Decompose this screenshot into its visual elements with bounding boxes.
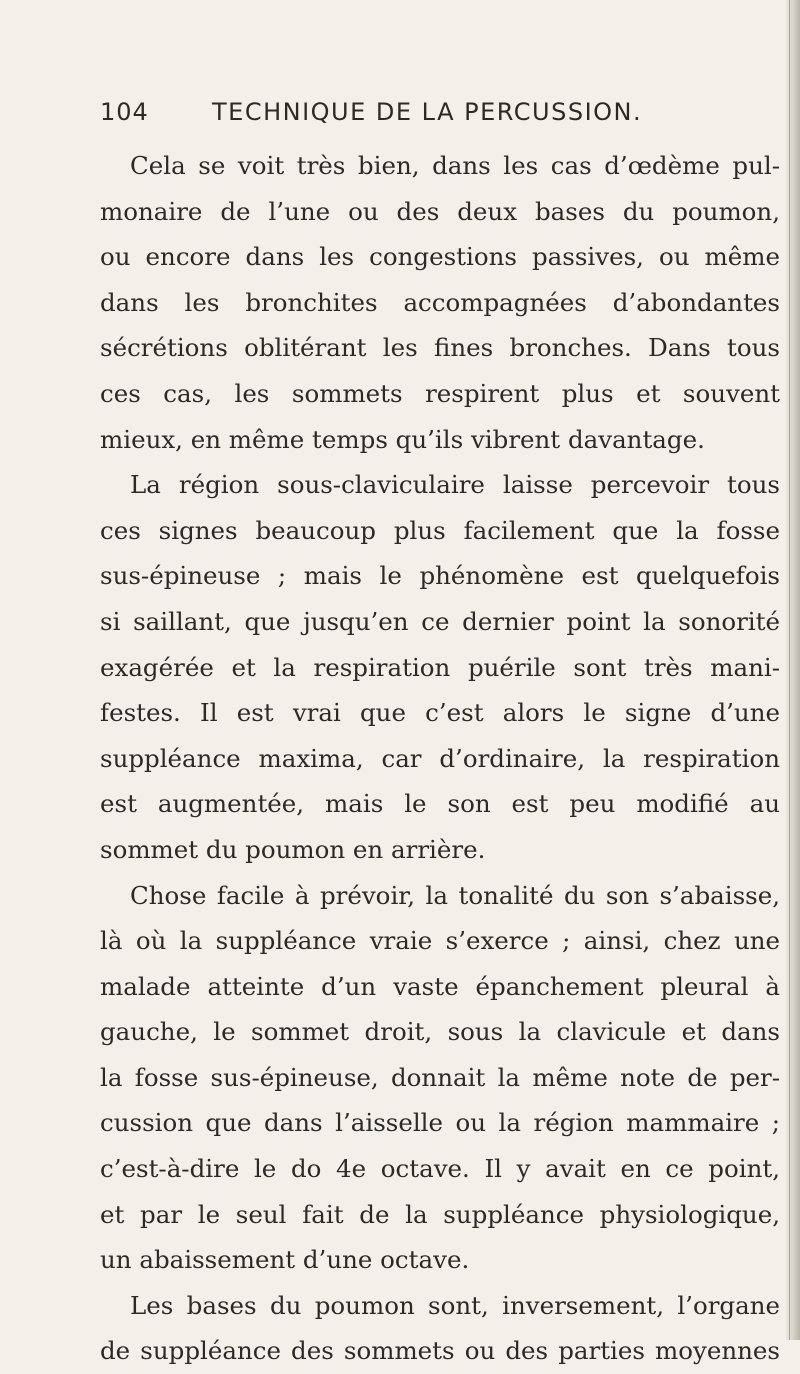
text-line: est augmentée, mais le son est peu modifié au xyxy=(100,789,780,819)
text-line: exagérée et la respiration puérile sont très mani- xyxy=(100,652,780,682)
text-line: sus-épineuse ; mais le phénomène est quelquefois xyxy=(100,561,780,591)
text-line: ces signes beaucoup plus facilement que la fosse xyxy=(100,515,780,545)
text-line: si saillant, que jusqu’en ce dernier point la sonorité xyxy=(100,606,780,636)
text-line: ou encore dans les congestions passives, ou même xyxy=(100,242,780,272)
running-header xyxy=(100,98,780,138)
text-line: Les bases du poumon sont, inversement, l’organe xyxy=(130,1290,780,1320)
page-edge-line xyxy=(789,0,790,1340)
text-line: Chose facile à prévoir, la tonalité du son s’abaisse, xyxy=(130,880,780,910)
text-line: de suppléance des sommets ou des parties moyennes xyxy=(100,1336,780,1366)
text-line: sommet du poumon en arrière. xyxy=(100,834,486,864)
page-number: 104 xyxy=(100,98,149,126)
text-line: ces cas, les sommets respirent plus et souvent xyxy=(100,378,780,408)
body-text xyxy=(100,143,780,1374)
running-title: TECHNIQUE DE LA PERCUSSION. xyxy=(212,98,643,126)
text-line: suppléance maxima, car d’ordinaire, la respiration xyxy=(100,743,780,773)
text-line: un abaissement d’une octave. xyxy=(100,1245,470,1275)
text-line: c’est-à-dire le do 4e octave. Il y avait en ce point, xyxy=(100,1154,780,1184)
text-line: mieux, en même temps qu’ils vibrent davantage. xyxy=(100,424,705,454)
text-line: et par le seul fait de la suppléance physiologique, xyxy=(100,1199,780,1229)
text-line: gauche, le sommet droit, sous la clavicule et dans xyxy=(100,1017,780,1047)
text-line: malade atteinte d’un vaste épanchement pleural à xyxy=(100,971,780,1001)
text-line: festes. Il est vrai que c’est alors le signe d’une xyxy=(100,698,780,728)
text-line: dans les bronchites accompagnées d’abondantes xyxy=(100,287,780,317)
text-line: la fosse sus-épineuse, donnait la même note de per- xyxy=(100,1062,780,1092)
text-line: cussion que dans l’aisselle ou la région mammaire ; xyxy=(100,1108,780,1138)
text-line: La région sous-claviculaire laisse percevoir tous xyxy=(130,470,780,500)
text-line: sécrétions oblitérant les fines bronches. Dans tous xyxy=(100,333,780,363)
text-line: monaire de l’une ou des deux bases du poumon, xyxy=(100,196,780,226)
text-line: là où la suppléance vraie s’exerce ; ainsi, chez une xyxy=(100,926,780,956)
text-line: Cela se voit très bien, dans les cas d’œdème pul- xyxy=(130,151,780,180)
